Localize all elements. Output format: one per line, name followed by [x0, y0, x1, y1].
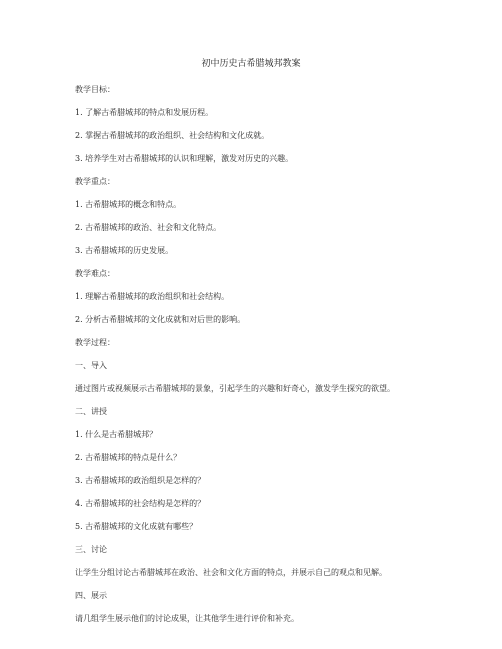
section-heading-difficulties: 教学难点：: [75, 269, 115, 278]
lecture-item-4: 4. 古希腊城邦的社会结构是怎样的？: [75, 499, 206, 508]
lecture-item-2: 2. 古希腊城邦的特点是什么？: [75, 453, 182, 462]
step-heading-intro: 一、导入: [75, 361, 107, 370]
objective-item-3: 3. 培养学生对古希腊城邦的认识和理解，激发对历史的兴趣。: [75, 154, 294, 163]
lecture-item-5: 5. 古希腊城邦的文化成就有哪些？: [75, 522, 198, 531]
lecture-item-1: 1. 什么是古希腊城邦？: [75, 430, 158, 439]
objective-item-2: 2. 掌握古希腊城邦的政治组织、社会结构和文化成就。: [75, 131, 270, 140]
step-heading-discussion: 三、讨论: [75, 545, 107, 554]
step-heading-lecture: 二、讲授: [75, 407, 107, 416]
key-point-item-1: 1. 古希腊城邦的概念和特点。: [75, 200, 182, 209]
key-point-item-2: 2. 古希腊城邦的政治、社会和文化特点。: [75, 223, 222, 232]
document-title: 初中历史古希腊城邦教案: [201, 59, 301, 69]
intro-paragraph: 通过图片或视频展示古希腊城邦的景象，引起学生的兴趣和好奇心，激发学生探究的欲望。: [75, 384, 395, 393]
difficulty-item-2: 2. 分析古希腊城邦的文化成就和对后世的影响。: [75, 315, 246, 324]
section-heading-process: 教学过程：: [75, 338, 115, 347]
presentation-paragraph: 请几组学生展示他们的讨论成果，让其他学生进行评价和补充。: [75, 614, 299, 623]
key-point-item-3: 3. 古希腊城邦的历史发展。: [75, 246, 174, 255]
discussion-paragraph: 让学生分组讨论古希腊城邦在政治、社会和文化方面的特点，并展示自己的观点和见解。: [75, 568, 387, 577]
lecture-item-3: 3. 古希腊城邦的政治组织是怎样的？: [75, 476, 206, 485]
objective-item-1: 1. 了解古希腊城邦的特点和发展历程。: [75, 108, 214, 117]
section-heading-objectives: 教学目标：: [75, 85, 115, 94]
step-heading-presentation: 四、展示: [75, 591, 107, 600]
difficulty-item-1: 1. 理解古希腊城邦的政治组织和社会结构。: [75, 292, 230, 301]
section-heading-key-points: 教学重点：: [75, 177, 115, 186]
